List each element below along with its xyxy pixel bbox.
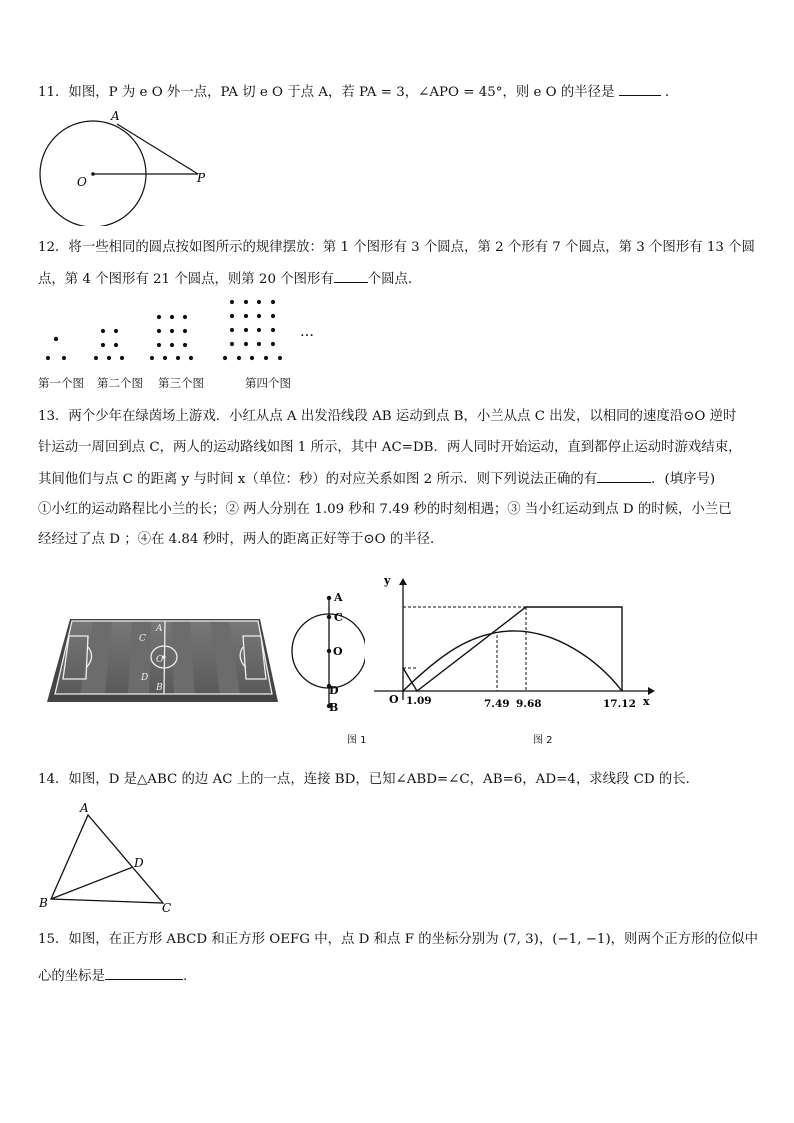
q13-graph-tick-4: 17.12	[603, 698, 636, 710]
q13-graph-x-label: x	[643, 695, 650, 708]
q13-graph-curve	[403, 631, 622, 691]
q13-fig2-caption: 图 2	[533, 735, 553, 746]
q12-caption-2: 第二个图	[97, 376, 143, 390]
q11-tangent-pa	[117, 124, 198, 174]
q13-field-label-b: B	[156, 683, 163, 693]
q13-answer-blank[interactable]	[597, 470, 651, 483]
q11-text: 11．如图，P 为 e O 外一点，PA 切 e O 于点 A，若 PA = 3，∠APO = 45°，则 e O 的半径是 ．	[38, 85, 679, 100]
q13-graph-tick-3: 9.68	[516, 698, 542, 710]
q13-field-label-c: C	[139, 634, 146, 644]
q13-field-label-a: A	[156, 624, 163, 634]
q14-label-b: B	[39, 896, 48, 910]
q12-caption-3: 第三个图	[158, 376, 204, 390]
q14-label-a: A	[80, 801, 89, 815]
q11-label-p: P	[197, 171, 206, 185]
q14-triangle-figure	[36, 800, 181, 915]
q12-figure-3	[150, 315, 193, 360]
q13-line2: 针运动一周回到点 C，两人的运动路线如图 1 所示，其中 AC=DB．两人同时开始运动，直到都停止运动时游戏结束，	[38, 440, 742, 455]
q11-label-o: O	[77, 175, 87, 189]
q13-line1: 13．两个少年在绿茵场上游戏．小红从点 A 出发沿线段 AB 运动到点 B，小兰从点 C 出发，以相同的速度沿⊙O 逆时	[38, 409, 737, 424]
q13-field-label-d: D	[141, 673, 149, 683]
q13-graph-y-label: y	[384, 574, 391, 587]
q13-graph-origin: O	[389, 693, 399, 706]
q12-answer-blank[interactable]	[334, 270, 368, 283]
q13-graph-tick-1: 1.09	[406, 695, 432, 707]
q13-line5: 经经过了点 D ；④在 4.84 秒时，两人的距离正好等于⊙O 的半径．	[38, 532, 444, 547]
q15-line2: 心的坐标是 .	[38, 969, 188, 984]
q13-figure-1	[285, 585, 365, 715]
q14-text: 14．如图，D 是△ABC 的边 AC 上的一点，连接 BD，已知∠ABD=∠C，AB=6，AD=4，求线段 CD 的长．	[38, 772, 700, 787]
q12-dot-figures	[36, 292, 326, 364]
q12-ellipsis: …	[300, 324, 314, 340]
q11-label-a: A	[111, 109, 120, 123]
q14-label-c: C	[162, 901, 172, 915]
q12-figure-2	[94, 329, 124, 360]
q12-caption-1: 第一个图	[38, 376, 84, 390]
q13-fig1-label-d: D	[329, 684, 339, 697]
q12-caption-4: 第四个图	[245, 376, 291, 390]
q13-line4: ①小红的运动路程比小兰的长；② 两人分别在 1.09 秒和 7.49 秒的时刻相遇；③ 当小红运动到点 D 的时候，小兰已	[38, 502, 732, 517]
q13-fig1-label-b: B	[329, 701, 339, 714]
q11-figure	[36, 108, 216, 226]
q12-figure-1	[46, 337, 66, 360]
q13-soccer-field	[45, 615, 280, 705]
q11-stem: 11．如图，P 为 e O 外一点，PA 切 e O 于点 A，若 PA = 3，∠APO = 45°，则 e O 的半径是	[38, 85, 615, 100]
q15-line1: 15．如图，在正方形 ABCD 和正方形 OEFG 中，点 D 和点 F 的坐标分别为 (7, 3)，(−1, −1)，则两个正方形的位似中	[38, 932, 758, 947]
q13-fig1-caption: 图 1	[347, 735, 367, 746]
q13-graph-tick-2: 7.49	[484, 698, 510, 710]
q13-field-label-o: O	[156, 655, 164, 665]
q14-triangle-abc	[51, 815, 163, 903]
q13-line3: 其间他们与点 C 的距离 y 与时间 x（单位：秒）的对应关系如图 2 所示．则下列说法正确的有 ．(填序号)	[38, 472, 716, 487]
q13-fig1-label-o: O	[333, 645, 343, 658]
q13-graph-line	[403, 607, 622, 691]
q12-line2: 点，第 4 个图形有 21 个圆点，则第 20 个图形有 个圆点．	[38, 272, 422, 287]
q12-figure-4	[223, 300, 282, 360]
q11-answer-blank[interactable]	[619, 83, 661, 96]
q12-line1: 12．将一些相同的圆点按如图所示的规律摆放：第 1 个图形有 3 个圆点，第 2 个形有 7 个圆点，第 3 个图形有 13 个圆	[38, 240, 755, 255]
q13-fig1-label-a: A	[334, 591, 343, 604]
q15-answer-blank[interactable]	[105, 967, 183, 980]
q14-label-d: D	[134, 856, 144, 870]
q13-fig1-label-c: C	[334, 611, 343, 624]
q13-figure-2-graph	[370, 574, 660, 714]
